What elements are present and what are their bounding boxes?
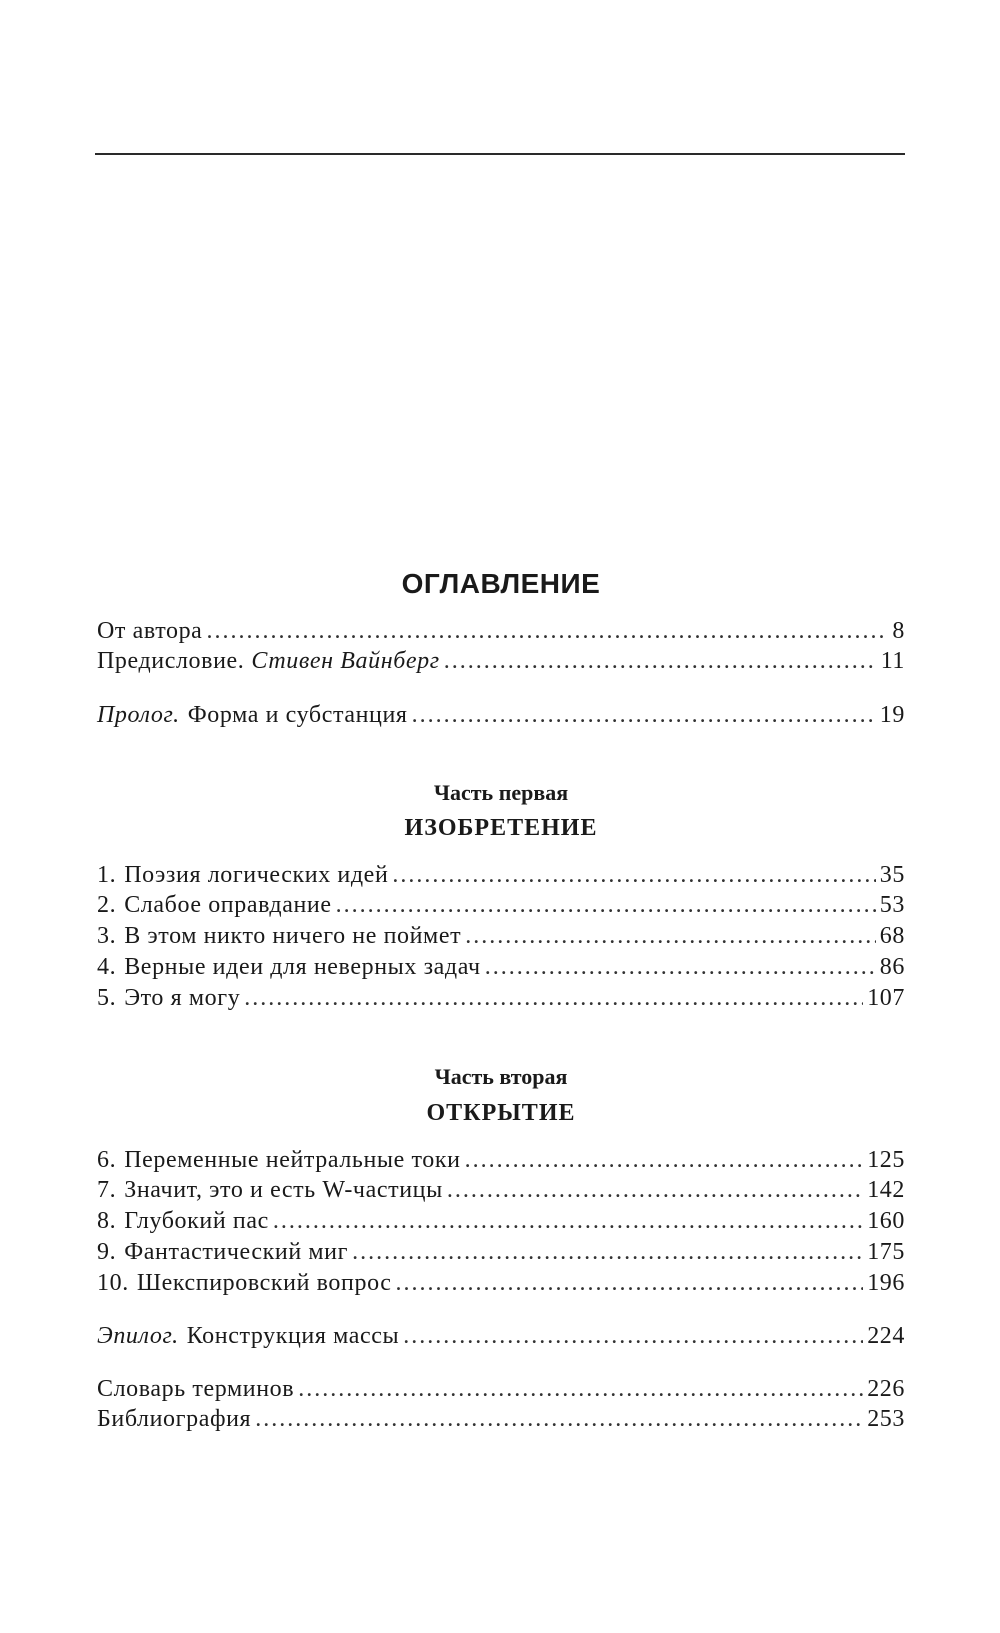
- entry-page: 8: [892, 618, 905, 644]
- part1-title: ИЗОБРЕТЕНИЕ: [404, 815, 598, 841]
- leader-dots: [444, 648, 877, 675]
- toc-entry-front-0[interactable]: [97, 618, 905, 648]
- entry-label: Шекспировский вопрос: [136, 1270, 392, 1296]
- entry-page: 142: [867, 1177, 905, 1203]
- entry-label: Верные идеи для неверных задач: [124, 954, 481, 980]
- leader-dots: [298, 1376, 863, 1403]
- toc-entry-epilogue[interactable]: [97, 1323, 905, 1353]
- entry-label: Словарь терминов: [97, 1376, 295, 1402]
- entry-page: 125: [867, 1147, 905, 1173]
- part1-label: Часть первая: [433, 780, 569, 805]
- entry-label: Переменные нейтральные токи: [124, 1147, 461, 1173]
- top-rule: [95, 153, 905, 155]
- toc-entry-chapter-1[interactable]: [97, 862, 905, 892]
- leader-dots: [396, 1270, 864, 1297]
- toc-entry-chapter-8[interactable]: [97, 1208, 905, 1238]
- entry-page: 253: [867, 1406, 905, 1432]
- part2-title: ОТКРЫТИЕ: [426, 1100, 576, 1126]
- toc-entry-chapter-3[interactable]: [97, 923, 905, 953]
- leader-dots: [244, 985, 863, 1012]
- entry-number: 6.: [97, 1147, 117, 1173]
- toc-entry-chapter-2[interactable]: [97, 892, 905, 922]
- toc-entry-chapter-9[interactable]: [97, 1239, 905, 1269]
- entry-prefix: Эпилог.: [97, 1323, 179, 1349]
- leader-dots: [336, 892, 876, 919]
- entry-label: Поэзия логических идей: [124, 862, 389, 888]
- entry-page: 53: [879, 892, 905, 918]
- toc-entry-back-1[interactable]: [97, 1406, 905, 1436]
- toc-entry-chapter-6[interactable]: [97, 1147, 905, 1177]
- leader-dots: [465, 1147, 864, 1174]
- entry-number: 2.: [97, 892, 117, 918]
- leader-dots: [392, 862, 875, 889]
- toc-entry-chapter-5[interactable]: [97, 985, 905, 1015]
- leader-dots: [447, 1177, 863, 1204]
- leader-dots: [255, 1406, 863, 1433]
- part2-label: Часть вторая: [434, 1064, 568, 1089]
- entry-prefix: Пролог.: [97, 702, 180, 728]
- leader-dots: [403, 1323, 863, 1350]
- toc-entry-chapter-4[interactable]: [97, 954, 905, 984]
- entry-page: 160: [867, 1208, 905, 1234]
- entry-author: Стивен Вайнберг: [251, 648, 440, 674]
- entry-number: 1.: [97, 862, 117, 888]
- entry-page: 224: [867, 1323, 905, 1349]
- entry-label: Библиография: [97, 1406, 252, 1432]
- entry-label: Слабое оправдание: [124, 892, 332, 918]
- entry-page: 196: [867, 1270, 905, 1296]
- toc-entry-front-1[interactable]: [97, 648, 905, 678]
- entry-label: В этом никто ничего не поймет: [124, 923, 462, 949]
- leader-dots: [273, 1208, 863, 1235]
- toc-entry-chapter-7[interactable]: [97, 1177, 905, 1207]
- entry-page: 226: [867, 1376, 905, 1402]
- entry-number: 7.: [97, 1177, 117, 1203]
- entry-number: 4.: [97, 954, 117, 980]
- entry-page: 19: [879, 702, 905, 728]
- entry-page: 68: [879, 923, 905, 949]
- entry-page: 175: [867, 1239, 905, 1265]
- entry-label: От автора: [97, 618, 203, 644]
- toc-entry-back-0[interactable]: [97, 1376, 905, 1406]
- entry-label: Предисловие.: [97, 648, 245, 674]
- toc-title: ОГЛАВЛЕНИЕ: [401, 568, 601, 599]
- entry-number: 9.: [97, 1239, 117, 1265]
- leader-dots: [412, 702, 876, 729]
- entry-number: 3.: [97, 923, 117, 949]
- leader-dots: [465, 923, 876, 950]
- entry-page: 11: [880, 648, 905, 674]
- entry-label: Значит, это и есть W-частицы: [124, 1177, 443, 1203]
- leader-dots: [352, 1239, 863, 1266]
- leader-dots: [485, 954, 876, 981]
- toc-entry-chapter-10[interactable]: [97, 1270, 905, 1300]
- entry-label: Глубокий пас: [124, 1208, 269, 1234]
- toc-entry-prologue[interactable]: [97, 702, 905, 732]
- entry-label: Это я могу: [124, 985, 241, 1011]
- leader-dots: [206, 618, 888, 645]
- entry-page: 35: [879, 862, 905, 888]
- entry-label: Форма и субстанция: [187, 702, 408, 728]
- entry-number: 5.: [97, 985, 117, 1011]
- entry-label: Фантастический миг: [124, 1239, 349, 1265]
- entry-page: 86: [879, 954, 905, 980]
- entry-number: 8.: [97, 1208, 117, 1234]
- entry-number: 10.: [97, 1270, 129, 1296]
- entry-label: Конструкция массы: [186, 1323, 400, 1349]
- entry-page: 107: [867, 985, 905, 1011]
